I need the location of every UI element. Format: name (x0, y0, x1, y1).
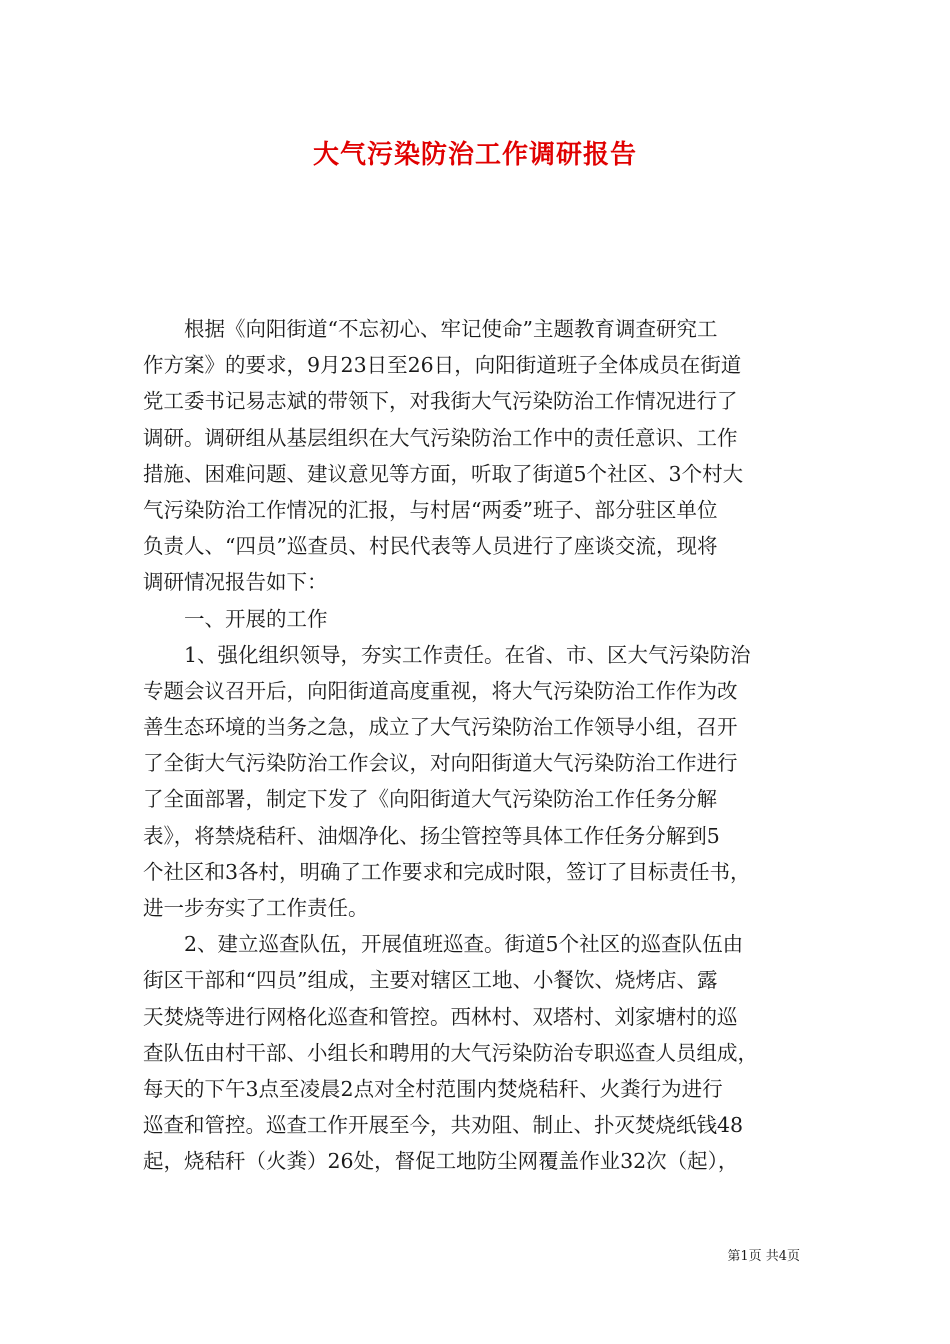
paragraph-line: 进一步夯实了工作责任。 (143, 896, 369, 920)
paragraph-line: 作方案》的要求，9月23日至26日，向阳街道班子全体成员在街道 (143, 353, 742, 378)
paragraph-line: 调研情况报告如下： (143, 570, 328, 595)
paragraph-line: 巡查和管控。巡查工作开展至今，共劝阻、制止、扑灭焚烧纸钱48 (143, 1113, 744, 1138)
document-body (143, 311, 809, 1180)
paragraph-line: 天焚烧等进行网格化巡查和管控。西林村、双塔村、刘家塘村的巡 (143, 1004, 738, 1029)
paragraph-line: 表》，将禁烧秸秆、油烟净化、扬尘管控等具体工作任务分解到5 (143, 823, 720, 848)
paragraph-line: 善生态环境的当务之急，成立了大气污染防治工作领导小组，召开 (143, 715, 738, 740)
paragraph-line: 每天的下午3点至凌晨2点对全村范围内焚烧秸秆、火粪行为进行 (143, 1076, 723, 1101)
paragraph-line: 根据《向阳街道“不忘初心、牢记使命”主题教育调查研究工 (184, 317, 718, 341)
paragraph-line: 起，烧秸秆（火粪）26处，督促工地防尘网覆盖作业32次（起）， (143, 1149, 739, 1174)
document-title: 大气污染防治工作调研报告 (312, 140, 637, 170)
paragraph-line: 措施、困难问题、建议意见等方面，听取了街道5个社区、3个村大 (143, 461, 744, 486)
page-number: 第1页 共4页 (727, 1249, 800, 1264)
paragraph-line: 2、建立巡查队伍，开展值班巡查。街道5个社区的巡查队伍由 (184, 932, 744, 957)
paragraph-line: 了全面部署，制定下发了《向阳街道大气污染防治工作任务分解 (143, 787, 717, 812)
paragraph-line: 了全街大气污染防治工作会议，对向阳街道大气污染防治工作进行 (143, 751, 738, 776)
paragraph-line: 党工委书记易志斌的带领下，对我街大气污染防治工作情况进行了 (143, 389, 738, 414)
paragraph-line: 个社区和3各村，明确了工作要求和完成时限，签订了目标责任书， (143, 859, 751, 884)
paragraph-line: 调研。调研组从基层组织在大气污染防治工作中的责任意识、工作 (143, 425, 738, 450)
paragraph-line: 气污染防治工作情况的汇报，与村居“两委”班子、部分驻区单位 (143, 497, 718, 522)
paragraph-line: 查队伍由村干部、小组长和聘用的大气污染防治专职巡查人员组成， (143, 1040, 758, 1065)
paragraph-line: 1、强化组织领导，夯实工作责任。在省、市、区大气污染防治 (184, 642, 751, 667)
paragraph-line: 街区干部和“四员”组成，主要对辖区工地、小餐饮、烧烤店、露 (143, 968, 718, 993)
paragraph-line: 负责人、“四员”巡查员、村民代表等人员进行了座谈交流，现将 (143, 534, 718, 559)
section-heading: 一、开展的工作 (184, 606, 328, 631)
paragraph-line: 专题会议召开后，向阳街道高度重视，将大气污染防治工作作为改 (143, 678, 738, 703)
